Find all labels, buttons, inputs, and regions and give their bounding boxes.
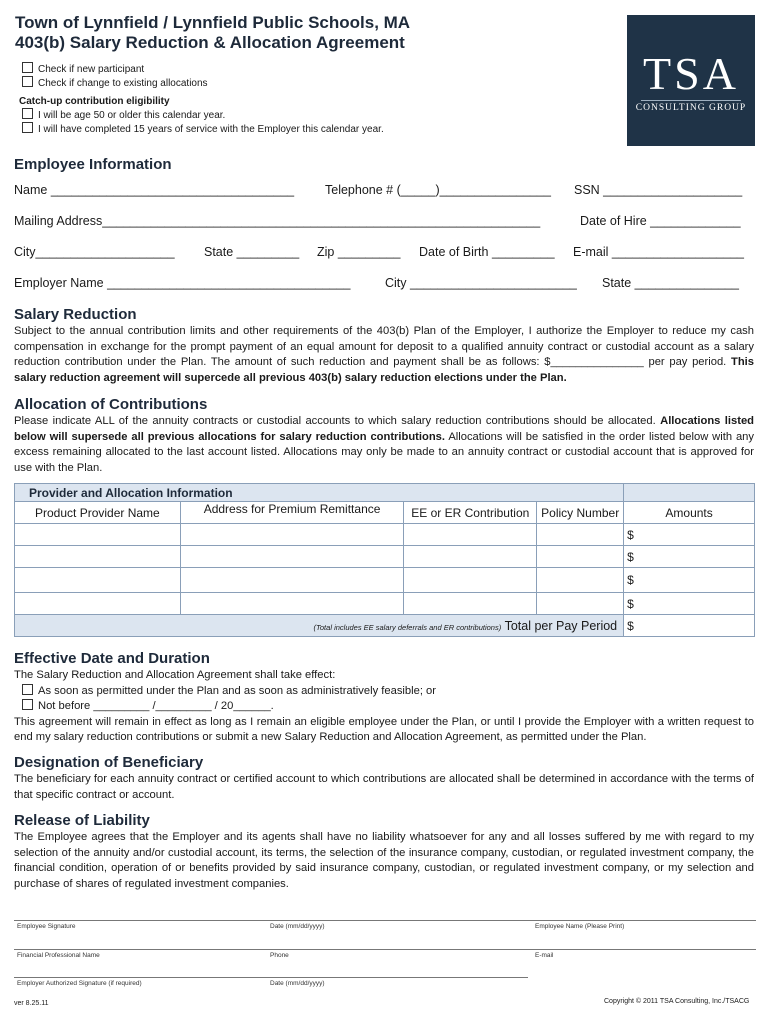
table-row	[15, 524, 755, 546]
effective-heading: Effective Date and Duration	[14, 650, 210, 667]
contribution-cell[interactable]	[404, 568, 537, 593]
col-provider: Product Provider Name	[15, 502, 181, 524]
effective-intro: The Salary Reduction and Allocation Agreement shall take effect:	[14, 669, 336, 681]
date-of-birth-field[interactable]: Date of Birth _________	[419, 245, 555, 259]
email-field[interactable]: E-mail ___________________	[573, 245, 744, 259]
logo-text: TSA	[643, 48, 739, 99]
ssn-field[interactable]: SSN ____________________	[574, 183, 743, 197]
employer-state-field[interactable]: State _______________	[602, 276, 739, 290]
employer-city-field[interactable]: City ________________________	[385, 276, 577, 290]
table-row	[15, 593, 755, 615]
check-new-row: Check if new participant	[22, 62, 208, 76]
effective-section	[14, 668, 754, 746]
name-field[interactable]: Name ___________________________________	[14, 183, 295, 197]
table-header-row	[15, 484, 755, 502]
telephone-field[interactable]: Telephone # (_____)________________	[325, 183, 551, 197]
date-of-hire-field[interactable]: Date of Hire _____________	[580, 214, 741, 228]
amount-cell[interactable]: $	[624, 524, 755, 546]
beneficiary-heading: Designation of Beneficiary	[14, 754, 204, 771]
employer-signature-label: Employer Authorized Signature (if required)	[17, 980, 142, 987]
copyright: Copyright © 2011 TSA Consulting, Inc./TSACG	[604, 998, 750, 1005]
catchup-service-row: I will have completed 15 years of service with the Employer this calendar year.	[19, 122, 384, 136]
new-participant-checkbox[interactable]	[22, 62, 33, 73]
provider-cell[interactable]	[15, 546, 181, 568]
title-line-1: Town of Lynnfield / Lynnfield Public Schools, MA	[15, 13, 411, 32]
zip-field[interactable]: Zip _________	[317, 245, 401, 259]
table-column-headers	[15, 502, 755, 524]
salary-bold: This salary reduction agreement will supercede all previous 403(b) salary reduction elections under the Plan.	[14, 356, 754, 384]
check-change-row: Check if change to existing allocations	[22, 76, 208, 90]
city-field[interactable]: City____________________	[14, 245, 175, 259]
catchup-title: Catch-up contribution eligibility	[19, 96, 170, 107]
total-note: (Total includes EE salary deferrals and ER contributions)	[313, 622, 502, 632]
provider-cell[interactable]	[15, 593, 181, 615]
asap-checkbox[interactable]	[22, 684, 33, 695]
table-row	[15, 568, 755, 593]
table-title: Provider and Allocation Information	[15, 484, 624, 502]
employee-heading: Employee Information	[14, 156, 172, 173]
col-contribution: EE or ER Contribution	[404, 502, 537, 524]
address-cell[interactable]	[180, 568, 404, 593]
amount-cell[interactable]: $	[624, 593, 755, 615]
date-label-1: Date (mm/dd/yyyy)	[270, 923, 325, 930]
allocation-heading: Allocation of Contributions	[14, 396, 208, 413]
total-label: Total per Pay Period	[504, 618, 618, 633]
effective-option-2: Not before _________ /_________ / 20______.	[14, 699, 754, 715]
total-row	[15, 615, 755, 637]
form-title	[15, 13, 410, 53]
beneficiary-text: The beneficiary for each annuity contract or certified account to which contributions are allocated shall be determined in accordance with the terms of that specific contract or account.	[14, 773, 754, 801]
service15-checkbox[interactable]	[22, 122, 33, 133]
address-cell[interactable]	[180, 546, 404, 568]
financial-professional-label: Financial Professional Name	[17, 952, 100, 959]
change-allocations-checkbox[interactable]	[22, 76, 33, 87]
col-policy: Policy Number	[537, 502, 624, 524]
version-label: ver 8.25.11	[14, 1000, 49, 1007]
effective-text: This agreement will remain in effect as long as I remain an eligible employee under the Plan, or until I provide the Employer with a written request to end my salary reduction contributions or submit a new Salary Reduction and Allocation Agreement, as permitted under the Plan.	[14, 715, 754, 743]
contribution-cell[interactable]	[404, 546, 537, 568]
tsa-logo	[627, 15, 755, 146]
employee-name-label: Employee Name (Please Print)	[535, 923, 625, 930]
col-address: Address for Premium Remittance	[180, 502, 404, 524]
provider-cell[interactable]	[15, 568, 181, 593]
address-cell[interactable]	[180, 593, 404, 615]
salary-heading: Salary Reduction	[14, 306, 137, 323]
email-label: E-mail	[535, 952, 554, 959]
table-row	[15, 546, 755, 568]
liability-heading: Release of Liability	[14, 812, 150, 829]
amount-cell[interactable]: $	[624, 568, 755, 593]
phone-label: Phone	[270, 952, 289, 959]
policy-cell[interactable]	[537, 546, 624, 568]
contribution-cell[interactable]	[404, 524, 537, 546]
state-field[interactable]: State _________	[204, 245, 300, 259]
amount-cell[interactable]: $	[624, 546, 755, 568]
participant-checks	[22, 62, 208, 90]
employer-name-field[interactable]: Employer Name ___________________________________	[14, 276, 351, 290]
address-cell[interactable]	[180, 524, 404, 546]
salary-text: Subject to the annual contribution limits and other requirements of the 403(b) Plan of the Employer, I authorize the Employer to reduce my cash compensation in exchange for the prompt payment of an equal amount for deposit to a qualified annuity contract or custodial account as a salary reduction contribution under the Plan. The amount of such reduction and payment shall be as follows: $_______________ per pay period. This salary reduction agreement will supercede all previous 403(b) salary reduction elections under the Plan.	[14, 325, 754, 384]
logo-subtext: CONSULTING GROUP	[635, 103, 747, 113]
catchup-section	[19, 95, 384, 136]
date-label-2: Date (mm/dd/yyyy)	[270, 980, 325, 987]
allocation-text: Please indicate ALL of the annuity contracts or custodial accounts to which salary reduction contributions should be allocated. Allocations listed below will supersede all previous allocations for salary reduction contributions. Allocations will be satisfied in the order listed below with any excess remaining allocated to the last account listed. Allocations may only be made to an annuity contract or custodial account that is approved for use with the Plan.	[14, 415, 754, 474]
not-before-checkbox[interactable]	[22, 699, 33, 710]
allocation-bold: Allocations listed below will supersede all previous allocations for salary reduction contributions.	[14, 415, 754, 443]
policy-cell[interactable]	[537, 568, 624, 593]
total-amount-cell[interactable]: $	[624, 615, 755, 637]
mailing-address-field[interactable]: Mailing Address_______________________________________________________________	[14, 214, 541, 228]
col-amounts: Amounts	[624, 502, 755, 524]
age50-checkbox[interactable]	[22, 108, 33, 119]
contribution-cell[interactable]	[404, 593, 537, 615]
liability-text: The Employee agrees that the Employer and its agents shall have no liability whatsoever for any and all losses suffered by me with regard to my selection of the annuity and/or custodial account, its terms, the selection of the insurance company, custodian, or regulated investment company, the financial condition, operation of or benefits provided by said insurance company, custodian, or regulated investment company, or my selection and purchase of shares of regulated investment companies.	[14, 831, 754, 890]
provider-cell[interactable]	[15, 524, 181, 546]
catchup-age-row: I will be age 50 or older this calendar year.	[19, 108, 384, 122]
policy-cell[interactable]	[537, 593, 624, 615]
policy-cell[interactable]	[537, 524, 624, 546]
effective-option-1: As soon as permitted under the Plan and as soon as administratively feasible; or	[14, 684, 754, 700]
allocation-table	[14, 483, 755, 637]
employee-signature-label: Employee Signature	[17, 923, 76, 930]
title-line-2: 403(b) Salary Reduction & Allocation Agreement	[15, 33, 405, 52]
